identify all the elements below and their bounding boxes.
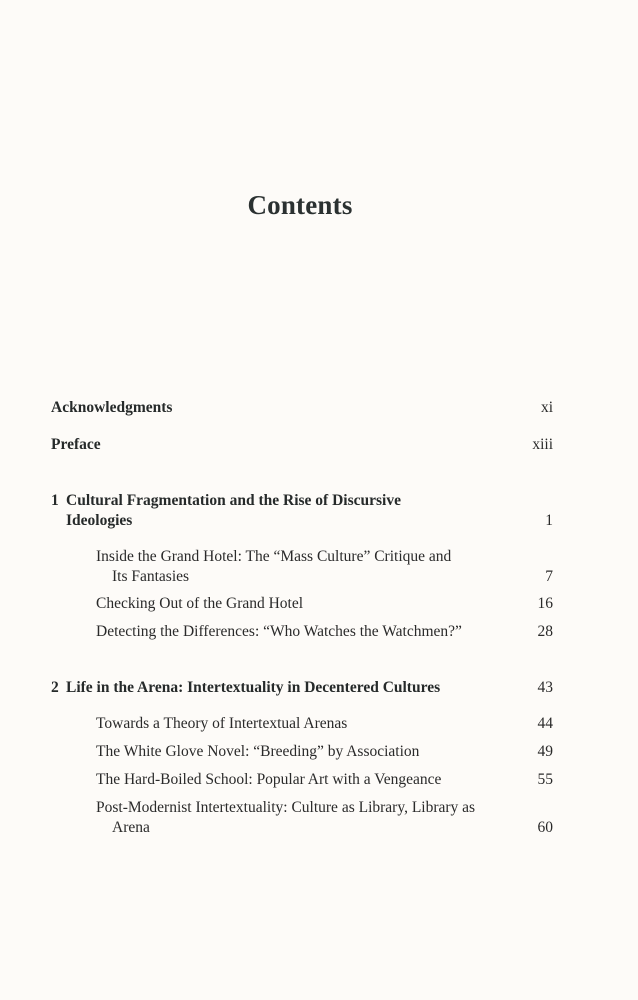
chapter-title [66,491,486,531]
chapter-page: 1 [545,512,553,529]
section-page: 28 [537,623,553,640]
toc-entry-page: xi [540,399,553,416]
section-title-line1: Post-Modernist Intertextuality: Culture as Library, Library as [96,799,476,816]
chapter-title-line2: Ideologies [66,512,133,529]
section-title: The Hard-Boiled School: Popular Art with a Vengeance [96,771,442,788]
page-title: Contents [247,190,353,220]
toc-entry-page: xiii [532,436,553,453]
section-page: 60 [537,819,553,836]
section-page: 16 [537,595,553,612]
chapter-number: 1 [51,492,59,509]
section-page: 44 [537,715,553,732]
section-title: Checking Out of the Grand Hotel [96,595,304,612]
section-title [96,547,506,587]
chapter-title-line1: Cultural Fragmentation and the Rise of Discursive [66,492,401,509]
section-title-line2: Its Fantasies [112,568,190,585]
chapter-number: 2 [51,679,59,696]
section-title: Towards a Theory of Intertextual Arenas [96,715,348,732]
toc-entry-title: Preface [51,436,101,453]
section-title-line1: Inside the Grand Hotel: The “Mass Culture” Critique and [96,548,452,565]
section-title: The White Glove Novel: “Breeding” by Association [96,743,420,760]
section-title: Detecting the Differences: “Who Watches the Watchmen?” [96,623,462,640]
toc-entry-title: Acknowledgments [51,399,173,416]
section-page: 7 [545,568,553,585]
section-title-line2: Arena [112,819,150,836]
chapter-title: Life in the Arena: Intertextuality in Decentered Cultures [66,679,441,696]
section-page: 49 [537,743,553,760]
chapter-page: 43 [537,679,553,696]
section-page: 55 [537,771,553,788]
section-title [96,798,506,838]
